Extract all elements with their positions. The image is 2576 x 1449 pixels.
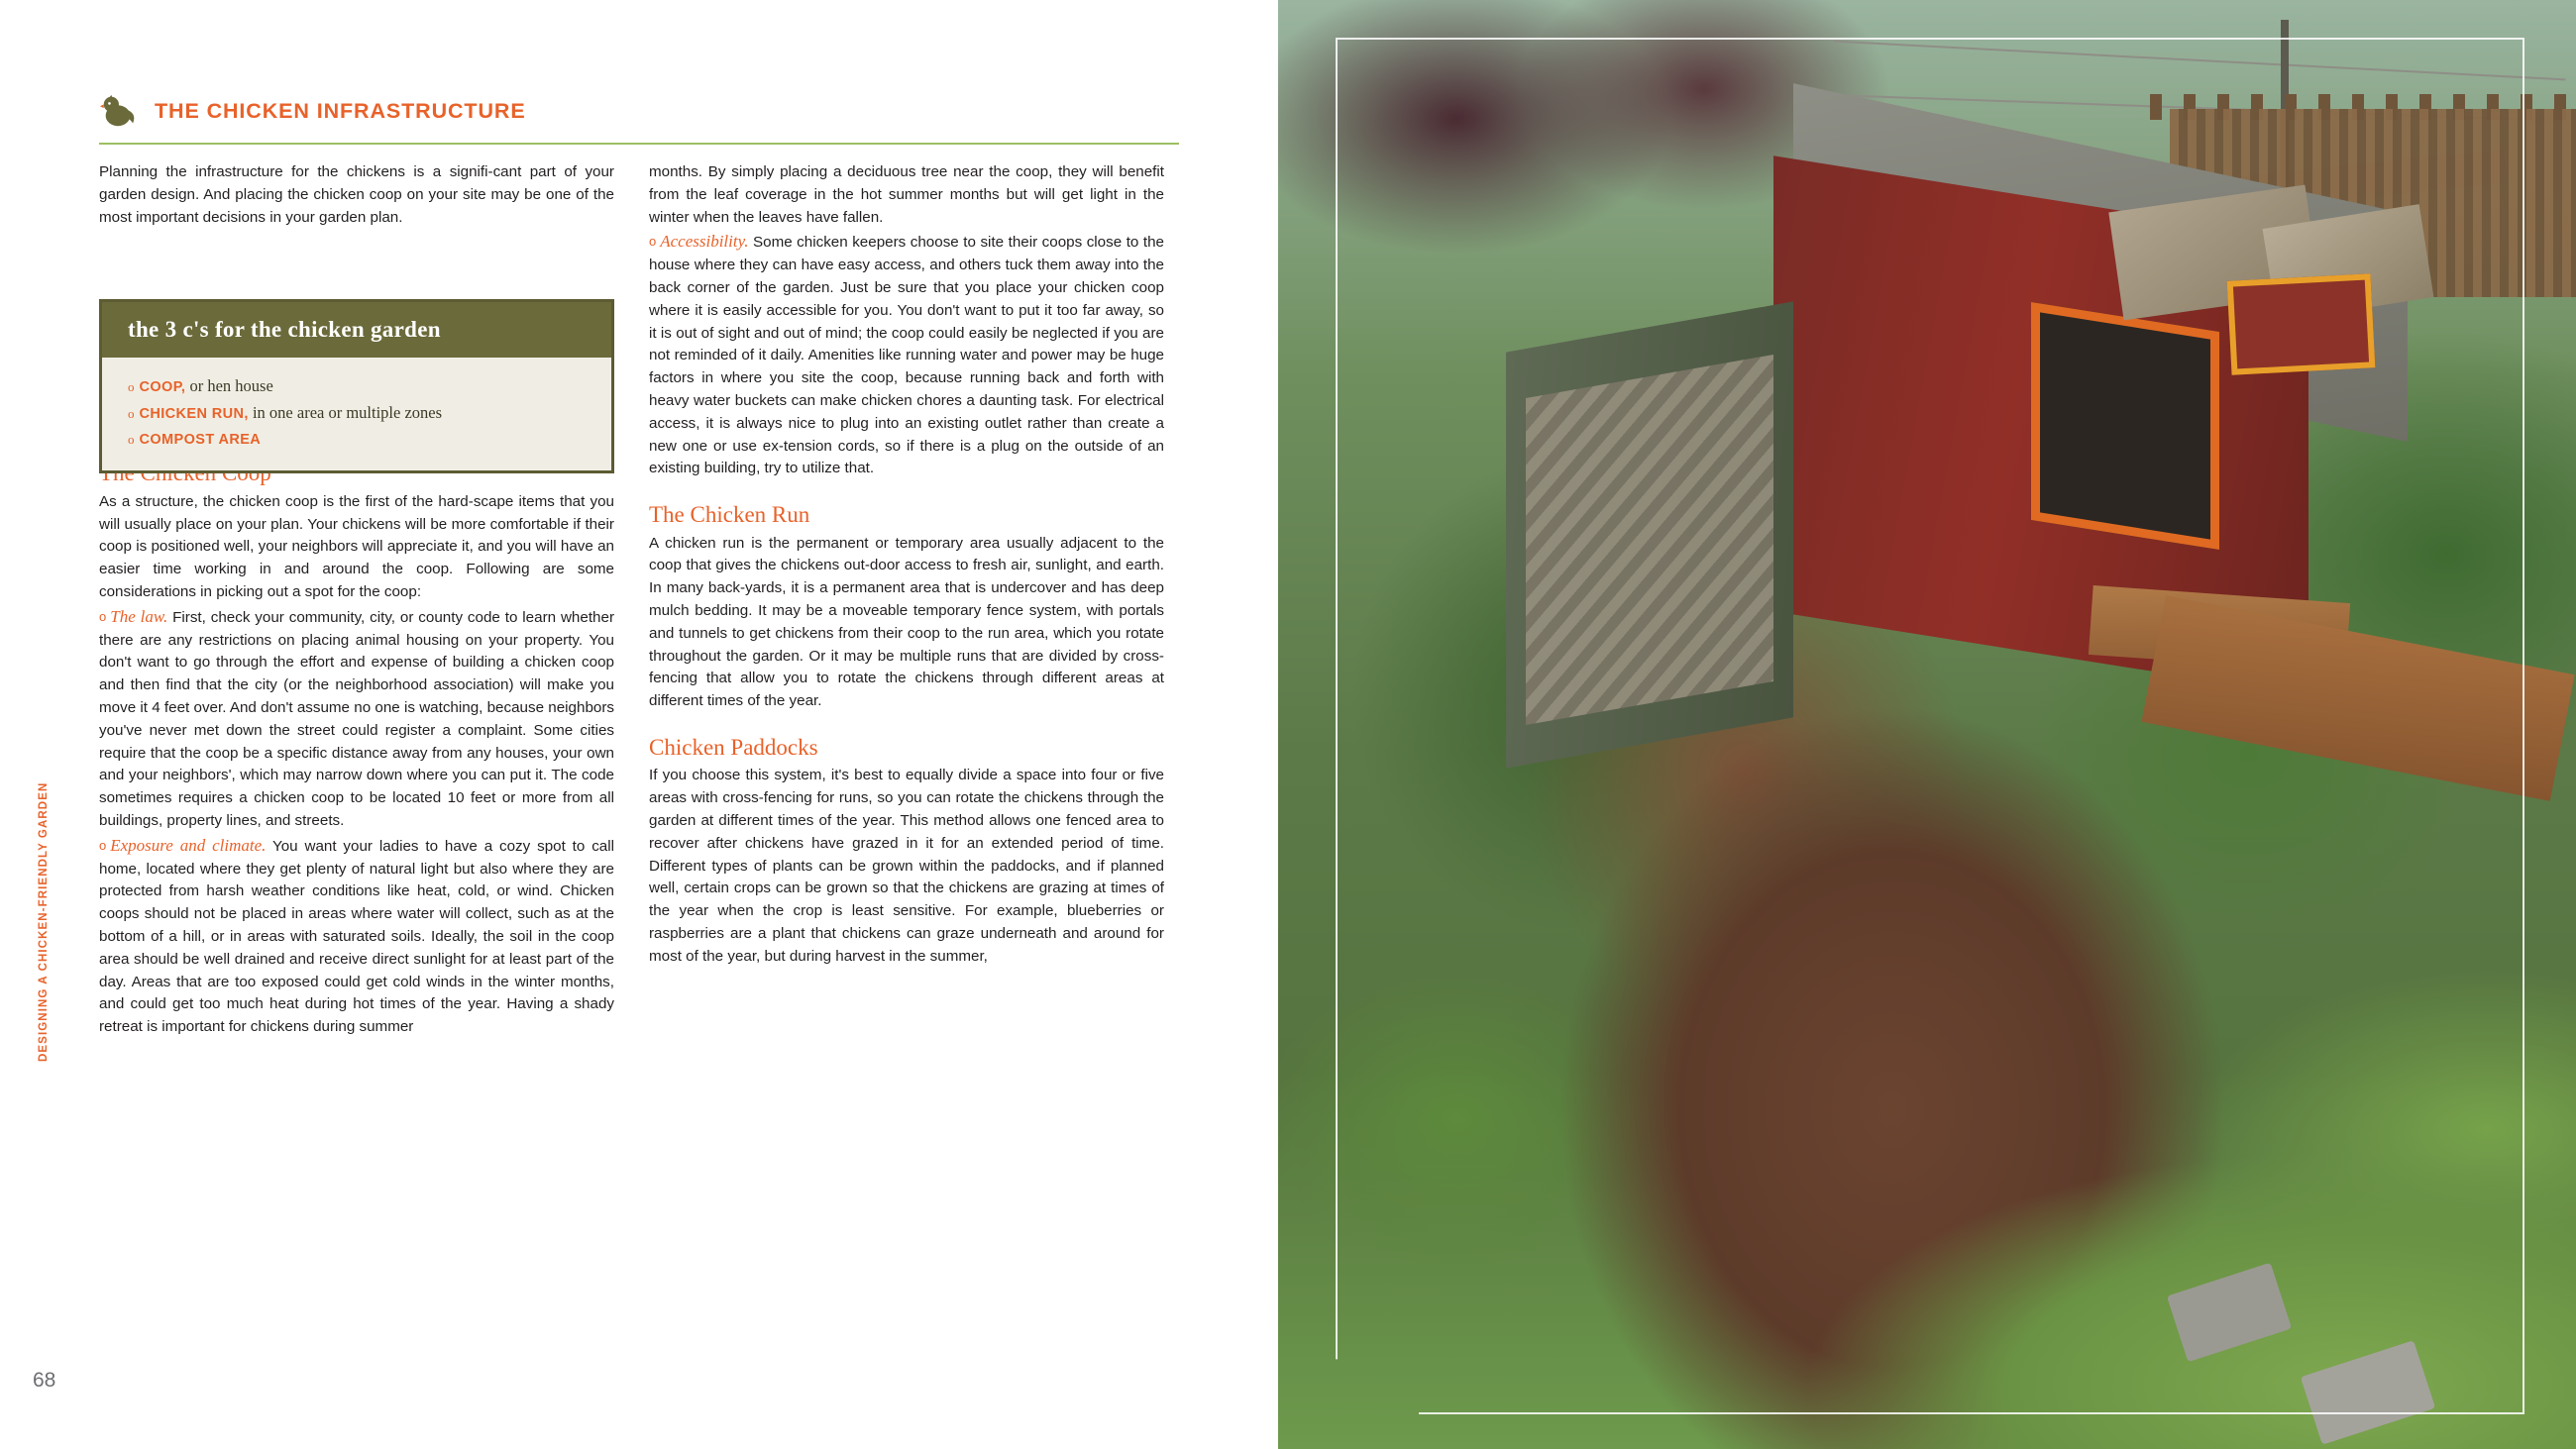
page-title: THE CHICKEN INFRASTRUCTURE	[155, 98, 526, 123]
bullet-exposure	[99, 833, 614, 1039]
intro-paragraph: Planning the infrastructure for the chickens is a signifi-cant part of your garden design. And placing the chicken coop on your site may be one of the most important decisions in your garden plan.	[99, 163, 614, 226]
backyard-chicken-garden-photo	[1278, 0, 2576, 1449]
right-column	[649, 161, 1164, 969]
bullet-lead-exposure: Exposure and climate.	[110, 835, 267, 855]
bullet-icon: o	[128, 379, 135, 394]
section-header	[99, 91, 1189, 131]
barn-door-shape	[2031, 302, 2219, 550]
page-number: 68	[33, 1369, 56, 1392]
continuation-paragraph: months. By simply placing a deciduous tree near the coop, they will benefit from the leaf coverage in the hot summer months but will get light in the winter when the leaves have fallen.	[649, 163, 1164, 226]
callout-3cs	[99, 299, 614, 473]
callout-item	[128, 400, 611, 427]
bullet-the-law	[99, 604, 614, 833]
bullet-accessibility	[649, 229, 1164, 480]
subheading-chicken-paddocks: Chicken Paddocks	[649, 734, 818, 760]
photo-page	[1278, 0, 2576, 1449]
callout-item-rest: or hen house	[185, 376, 273, 395]
bullet-icon: o	[128, 405, 135, 421]
power-line-shape	[1833, 41, 2565, 81]
stepping-stone-shape	[2167, 1263, 2292, 1363]
bullet-body-accessibility: Some chicken keepers choose to site their coops close to the house where they can have easy access, and others tuck them away into the back corner of the garden. Just be sure that you place your chicken coop where it is easily accessible for you. You don't want to put it too far away, so it is out of sight and out of mind; the coop could easily be neglected if you are not reminded of it daily. Amenities like running water and power may be huge factors in where you site the coop, because running back and forth with heavy water buckets can make chicken chores a daunting task. For electrical access, it is always nice to plug into an existing outlet rather than create a new one or use ex-tension cords, so if there is a plug on the outside of an existing building, try to utilize that.	[649, 234, 1164, 477]
bullet-icon: o	[99, 837, 107, 853]
callout-item-term: CHICKEN RUN,	[139, 405, 249, 422]
paddocks-body: If you choose this system, it's best to equally divide a space into four or five areas with cross-fencing for runs, so you can rotate the chickens through the garden at different times of the year. This method allows one fenced area to recover after chickens have grazed in it for an extended period of time. Different types of plants can be grown within the paddocks, and if planned well, certain crops can be grown so that the chickens are grazing at times of the year when the crop is least sensitive. For example, blueberries or raspberries are a plant that chickens can graze underneath and around for most of the year, but during harvest in the summer,	[649, 767, 1164, 965]
callout-body	[99, 358, 614, 473]
bullet-lead-accessibility: Accessibility.	[660, 232, 749, 252]
chicken-icon	[99, 91, 137, 131]
text-page	[0, 0, 1278, 1449]
coop-body: As a structure, the chicken coop is the first of the hard-scape items that you will usually place on your plan. Your chickens will be more comfortable if their coop is positioned well, your neighbors will appreciate it, and you will have an easier time working in and around the coop. Following are some considerations in picking out a spot for the coop:	[99, 492, 614, 601]
callout-item	[128, 426, 611, 453]
bullet-icon: o	[649, 234, 657, 250]
header-divider	[99, 143, 1179, 145]
callout-item-rest: in one area or multiple zones	[248, 402, 443, 422]
run-body: A chicken run is the permanent or temporary area usually adjacent to the coop that gives the chickens out-door access to fresh air, sunlight, and earth. In many back-yards, it is a permanent area that is undercover and has deep mulch bedding. It may be a moveable temporary fence system, with portals and tunnels to get chickens from their coop to the run area, which you rotate throughout the garden. Or it may be multiple runs that are divided by cross-fencing that allow you to rotate the chickens through different areas at different times of the year.	[649, 534, 1164, 710]
running-head-side: DESIGNING A CHICKEN-FRIENDLY GARDEN	[38, 781, 50, 1062]
left-column	[99, 161, 614, 1039]
bullet-body-exposure: You want your ladies to have a cozy spot to call home, located where they get plenty of natural light but also where they are protected from harsh weather conditions like heat, cold, or wind. Chicken coops should not be placed in areas where water will collect, such as at the bottom of a hill, or in areas with saturated soils. Ideally, the soil in the coop area should be well drained and receive direct sunlight for at least part of the day. Areas that are too exposed could get cold winds in the winter months, and could get too much heat during hot times of the year. Having a shady retreat is important for chickens during summer	[99, 837, 614, 1036]
raised-bed-shape	[2141, 595, 2574, 801]
bullet-icon: o	[99, 608, 107, 624]
callout-item-term: COMPOST AREA	[139, 432, 262, 449]
bullet-body-the-law: First, check your community, city, or county code to learn whether there are any restrictions on placing animal housing on your property. You don't want to go through the effort and expense of building a chicken coop and then find that the city (or the neighborhood association) will make you move it 4 feet over. And don't assume no one is watching, because neighbors you've never met down the street could register a complaint. Some cities require that the coop be a specific distance away from any houses, your own and your neighbors', which may narrow down where you can put it. The code sometimes requires a chicken coop to be located 10 feet or more from all buildings, property lines, and streets.	[99, 608, 614, 829]
bullet-icon: o	[128, 432, 135, 448]
chicken-coop-shape	[2227, 273, 2376, 374]
subheading-chicken-run: The Chicken Run	[649, 502, 810, 528]
callout-item-term: COOP,	[139, 379, 186, 395]
callout-item	[128, 373, 611, 400]
bullet-lead-the-law: The law.	[110, 606, 168, 626]
stepping-stone-shape	[2301, 1340, 2435, 1445]
shed-shingle-shape	[1526, 355, 1773, 725]
callout-title: the 3 c's for the chicken garden	[99, 299, 614, 358]
